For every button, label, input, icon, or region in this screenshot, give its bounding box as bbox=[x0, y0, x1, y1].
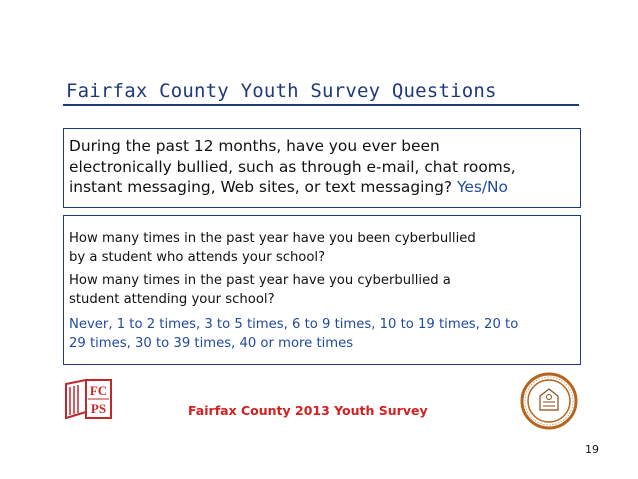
question1-answer: Yes/No bbox=[457, 178, 508, 196]
answer-options-line2: 29 times, 30 to 39 times, 40 or more times bbox=[69, 335, 354, 351]
answer-options-line1: Never, 1 to 2 times, 3 to 5 times, 6 to 9 times, 10 to 19 times, 20 to bbox=[69, 317, 519, 332]
footer-survey-name: Fairfax County 2013 Youth Survey bbox=[188, 403, 428, 418]
question-box-electronic-bullying bbox=[63, 128, 581, 208]
logo-text-top: FC bbox=[89, 383, 108, 398]
question3-line2: student attending your school? bbox=[69, 291, 275, 307]
question3 bbox=[69, 272, 576, 309]
page-number: 19 bbox=[585, 443, 599, 456]
question2 bbox=[69, 230, 576, 267]
title-underline bbox=[63, 104, 579, 106]
question2-line1: How many times in the past year have you been cyberbullied bbox=[69, 231, 476, 246]
fcps-logo-icon bbox=[63, 378, 113, 420]
question3-line1: How many times in the past year have you cyberbullied a bbox=[69, 273, 451, 288]
question1-line3-text: instant messaging, Web sites, or text messaging? bbox=[69, 178, 457, 196]
county-seal-icon bbox=[520, 372, 578, 430]
logo-text-bottom: PS bbox=[90, 401, 107, 416]
question-box-cyberbullied bbox=[63, 215, 581, 365]
slide-title: Fairfax County Youth Survey Questions bbox=[66, 80, 497, 102]
question1-line1: During the past 12 months, have you ever been bbox=[69, 137, 440, 155]
question1-line3 bbox=[69, 177, 576, 198]
question1-line2: electronically bullied, such as through e-mail, chat rooms, bbox=[69, 157, 516, 176]
answer-options bbox=[69, 316, 576, 353]
question2-line2: by a student who attends your school? bbox=[69, 249, 326, 265]
